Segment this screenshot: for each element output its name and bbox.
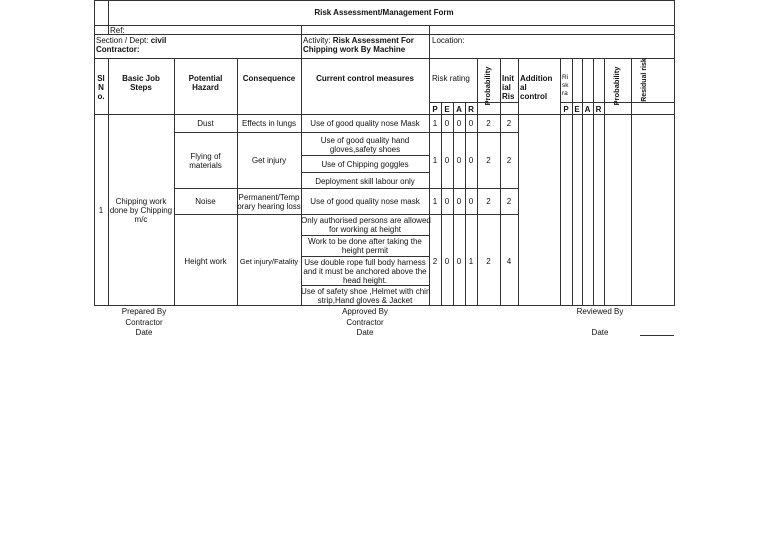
location-label: Location: — [432, 36, 465, 45]
activity: Activity: Risk Assessment For — [303, 36, 414, 45]
pear-value: 0 — [468, 119, 474, 128]
probability-value: 2 — [486, 156, 491, 165]
consequence-1: Effects in lungs — [241, 119, 297, 128]
pear-a: A — [456, 105, 462, 114]
hazard-header: Potential Hazard — [188, 74, 223, 92]
pear-value: 0 — [444, 156, 450, 165]
pear-p: P — [432, 105, 438, 114]
pear-value: 1 — [432, 119, 438, 128]
hazard-3: Noise — [195, 197, 216, 206]
pear-value: 0 — [444, 257, 450, 266]
controls-header: Current control measures — [316, 74, 414, 83]
initial-risk-value: 2 — [506, 119, 512, 128]
consequence-2: Get injury — [251, 156, 287, 165]
pear-value: 1 — [432, 197, 438, 206]
approved-by-block: Approved By Contractor Date — [342, 307, 388, 337]
control-2-3: Deployment skill labour only — [315, 177, 415, 186]
control-4-4: Use of safety shoe ,Helmet with chin strip,Hand gloves & Jacket — [301, 287, 431, 305]
control-2-2: Use of Chipping goggles — [321, 160, 409, 169]
pear-value: 0 — [456, 257, 462, 266]
pear2-r: R — [595, 105, 602, 114]
consequence-3: Permanent/Temp orary hearing loss — [237, 193, 301, 211]
pear2-e: E — [574, 105, 580, 114]
control-3-1: Use of good quality nose mask — [310, 197, 420, 206]
consequence-4: Get injury/Fatality — [239, 257, 299, 266]
pear-value: 0 — [456, 156, 462, 165]
control-4-3: Use double rope full body harness and it must be anchored above the head height. — [303, 258, 427, 285]
pear-value: 0 — [456, 197, 462, 206]
additional-control-header: Addition al control — [520, 74, 553, 101]
control-1-1: Use of good quality nose Mask — [310, 119, 420, 128]
probability2-header: Probability — [612, 66, 621, 106]
initial-risk-value: 2 — [506, 156, 512, 165]
control-2-1: Use of good quality hand gloves,safety shoes — [320, 136, 410, 154]
hazard-4: Height work — [184, 257, 227, 266]
control-4-2: Work to be done after taking the height permit — [308, 237, 422, 255]
prepared-by-block: Prepared By Contractor Date — [121, 307, 167, 337]
ref-label: Ref: — [110, 26, 125, 35]
row-sl: 1 — [98, 206, 104, 215]
pear-value: 0 — [468, 156, 474, 165]
pear-value: 1 — [432, 156, 438, 165]
risk-rating2-header: Ri sk ra — [562, 74, 569, 97]
form-title: Risk Assessment/Management Form — [314, 8, 454, 17]
activity-value-2: Chipping work By Machine — [303, 45, 406, 54]
sl-header: Sl N o. — [97, 74, 105, 101]
pear-value: 0 — [456, 119, 462, 128]
risk-rating-header: Risk rating — [432, 74, 470, 83]
steps-header: Basic Job Steps — [122, 74, 160, 92]
probability-value: 2 — [486, 197, 491, 206]
pear2-p: P — [563, 105, 569, 114]
pear-value: 0 — [468, 197, 474, 206]
probability-value: 2 — [486, 119, 491, 128]
probability-value: 2 — [486, 257, 491, 266]
pear-value: 1 — [468, 257, 474, 266]
residual-risk-header: Residual risk — [641, 58, 648, 102]
pear-value: 0 — [444, 119, 450, 128]
initial-risk-value: 4 — [506, 257, 512, 266]
section-dept: Section / Dept: civil — [96, 36, 167, 45]
pear-e: E — [444, 105, 450, 114]
initial-risk-value: 2 — [506, 197, 512, 206]
hazard-2: Flying of materials — [189, 152, 222, 170]
consequence-header: Consequence — [242, 74, 296, 83]
reviewed-by: Reviewed By — [576, 307, 624, 316]
probability-header: Probability — [483, 66, 492, 106]
initial-risk-header: Init ial Ris — [502, 74, 515, 101]
pear2-a: A — [584, 105, 591, 114]
pear-value: 0 — [444, 197, 450, 206]
control-4-1: Only authorised persons are allowed for working at height — [301, 216, 431, 234]
pear-r: R — [468, 105, 474, 114]
reviewed-date: Date — [591, 328, 609, 337]
row-job-step: Chipping work done by Chipping m/c — [109, 197, 173, 224]
pear-value: 2 — [432, 257, 438, 266]
contractor-label: Contractor: — [96, 45, 140, 54]
hazard-1: Dust — [197, 119, 214, 128]
